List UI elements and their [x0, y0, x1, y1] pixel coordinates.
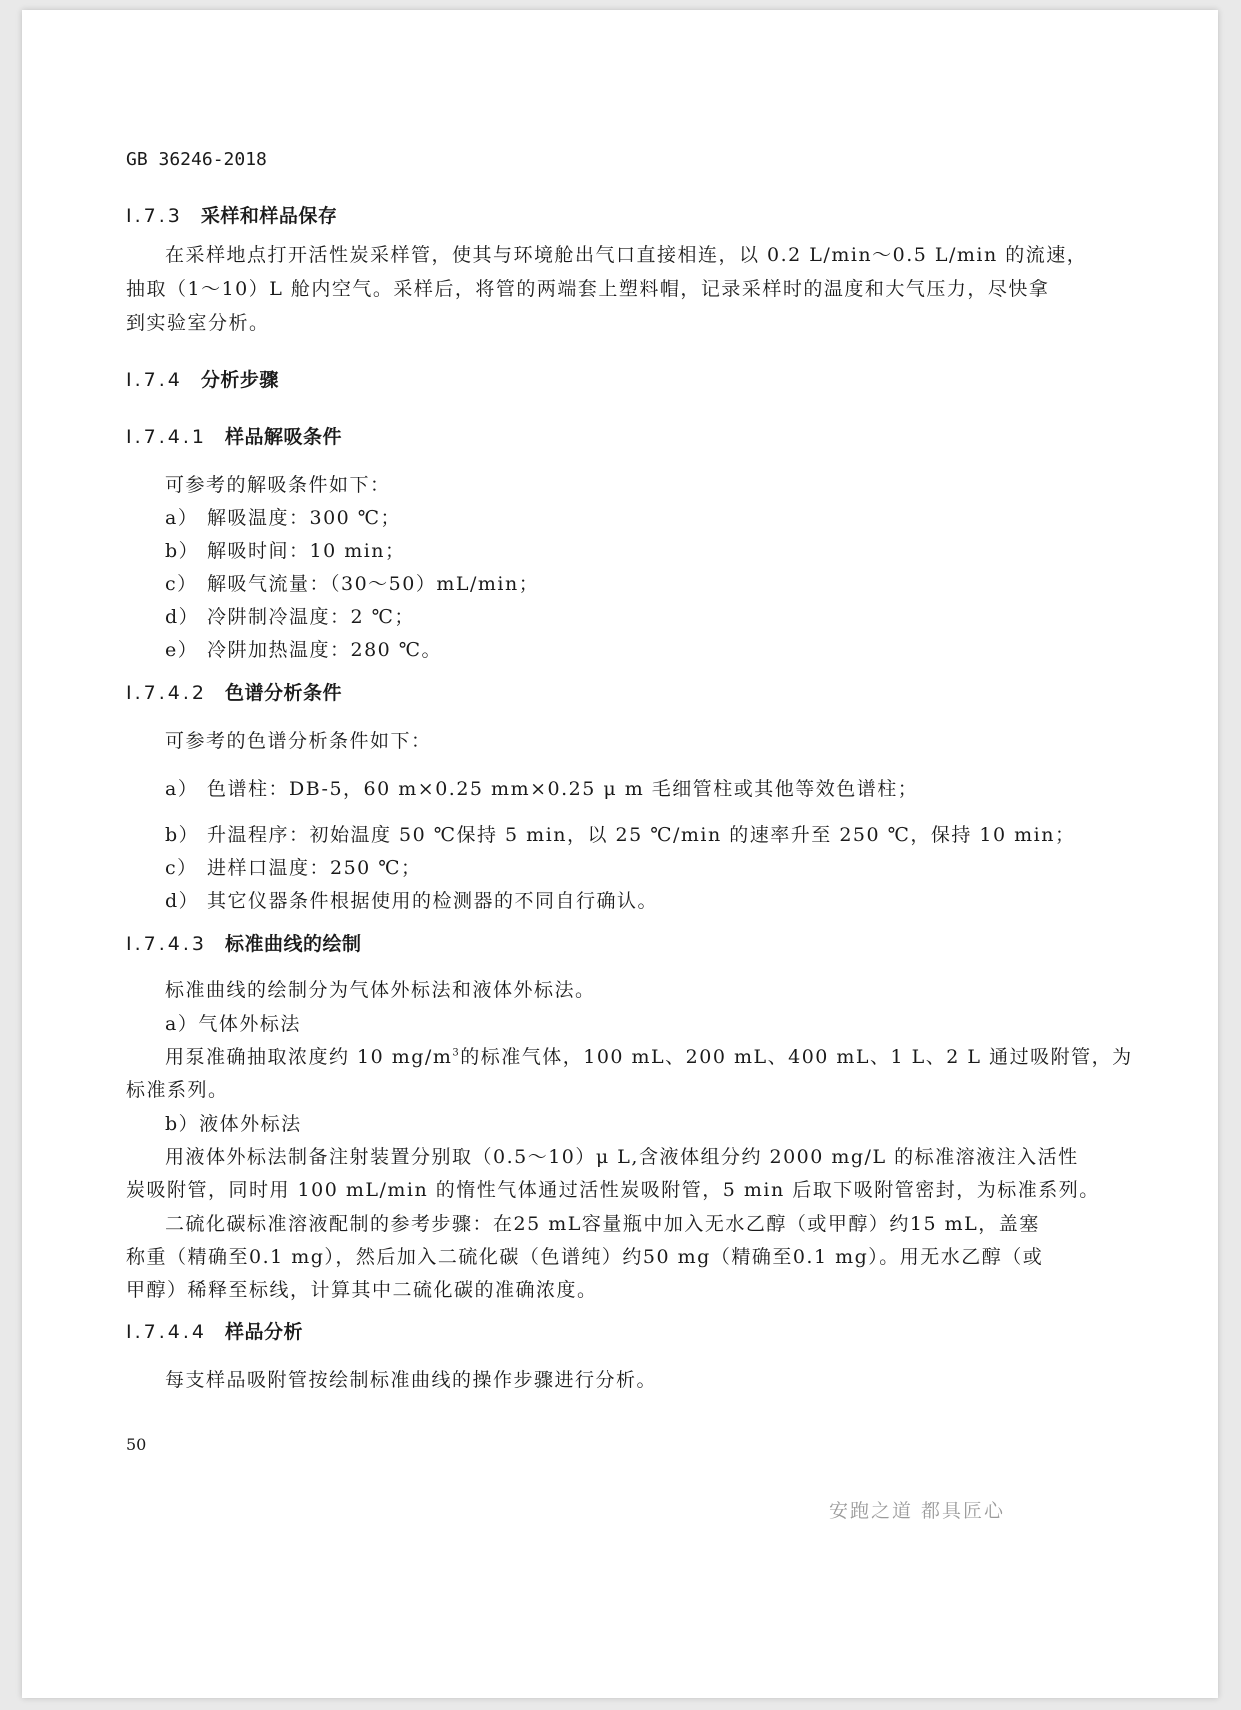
- list-item: [165, 774, 918, 801]
- list-text: 其它仪器条件根据使用的检测器的不同自行确认。: [207, 890, 659, 912]
- text-fragment: 的标准气体，100 mL、200 mL、400 mL、1 L、2 L 通过吸附管，为: [460, 1046, 1133, 1068]
- list-marker: a）: [165, 778, 199, 800]
- section-number: I.7.4: [126, 369, 183, 391]
- list-marker: d）: [165, 606, 200, 628]
- section-title: 采样和样品保存: [200, 205, 338, 227]
- document-page: [22, 10, 1218, 1698]
- section-heading-i-7-4-3: [126, 929, 362, 956]
- list-marker: c）: [165, 857, 198, 879]
- section-heading-i-7-4: [126, 365, 279, 392]
- section-title: 样品解吸条件: [225, 426, 343, 448]
- list-item: [165, 602, 415, 629]
- paragraph-line: [165, 1042, 1133, 1069]
- section-number: I.7.4.3: [126, 933, 207, 955]
- superscript: 3: [452, 1047, 461, 1059]
- section-title: 分析步骤: [200, 369, 279, 391]
- list-item: [165, 820, 1075, 847]
- paragraph-line: 抽取（1～10）L 舱内空气。采样后，将管的两端套上塑料帽，记录采样时的温度和大气压力，尽快拿: [126, 278, 1050, 300]
- list-item: [165, 536, 406, 563]
- list-marker: b）: [165, 824, 200, 846]
- list-text: 进样口温度：250 ℃；: [207, 857, 422, 879]
- paragraph-line: 到实验室分析。: [126, 312, 270, 334]
- paragraph-line: 标准系列。: [126, 1079, 229, 1101]
- paragraph-line: 炭吸附管，同时用 100 mL/min 的惰性气体通过活性炭吸附管，5 min 后取下吸附管密封，为标准系列。: [126, 1179, 1100, 1201]
- list-text: 冷阱制冷温度：2 ℃；: [207, 606, 415, 628]
- section-heading-i-7-3: [126, 201, 337, 228]
- footer-slogan: 安跑之道 都具匠心: [829, 1500, 1006, 1522]
- section-title: 样品分析: [225, 1321, 304, 1343]
- section-title: 标准曲线的绘制: [225, 933, 362, 955]
- list-text: 解吸时间：10 min；: [207, 540, 406, 562]
- section-heading-i-7-4-1: [126, 422, 342, 449]
- list-text: 解吸气流量：（30～50）mL/min；: [207, 573, 540, 595]
- text-fragment: 用泵准确抽取浓度约 10 mg/m: [165, 1046, 453, 1068]
- list-item: [165, 886, 658, 913]
- list-marker: d）: [165, 890, 200, 912]
- list-text: 升温程序：初始温度 50 ℃保持 5 min，以 25 ℃/min 的速率升至 250 ℃，保持 10 min；: [207, 824, 1076, 846]
- paragraph-line: 每支样品吸附管按绘制标准曲线的操作步骤进行分析。: [165, 1369, 658, 1391]
- paragraph-line: 甲醇）稀释至标线，计算其中二硫化碳的准确浓度。: [126, 1279, 598, 1301]
- paragraph-line: 可参考的色谱分析条件如下：: [165, 730, 432, 752]
- paragraph-line: 标准曲线的绘制分为气体外标法和液体外标法。: [165, 979, 596, 1001]
- list-marker: e）: [165, 639, 199, 661]
- list-item: [165, 503, 401, 530]
- list-item: [165, 853, 422, 880]
- paragraph-line: 在采样地点打开活性炭采样管，使其与环境舱出气口直接相连，以 0.2 L/min～0.5 L/min 的流速，: [165, 244, 1088, 266]
- list-text: 色谱柱：DB-5，60 m×0.25 mm×0.25 μ m 毛细管柱或其他等效色谱柱；: [207, 778, 919, 800]
- list-marker: a）: [165, 507, 199, 529]
- paragraph-line: 称重（精确至0.1 mg），然后加入二硫化碳（色谱纯）约50 mg（精确至0.1 mg）。用无水乙醇（或: [126, 1246, 1044, 1268]
- section-number: I.7.4.4: [126, 1321, 207, 1343]
- section-number: I.7.3: [126, 205, 183, 227]
- section-heading-i-7-4-4: [126, 1317, 303, 1344]
- list-marker: c）: [165, 573, 198, 595]
- section-heading-i-7-4-2: [126, 678, 342, 705]
- list-text: 冷阱加热温度：280 ℃。: [207, 639, 443, 661]
- section-number: I.7.4.2: [126, 682, 207, 704]
- paragraph-line: 可参考的解吸条件如下：: [165, 474, 391, 496]
- paragraph-line: 二硫化碳标准溶液配制的参考步骤：在25 mL容量瓶中加入无水乙醇（或甲醇）约15 mL，盖塞: [165, 1213, 1040, 1235]
- section-title: 色谱分析条件: [225, 682, 343, 704]
- list-item: [165, 569, 539, 596]
- list-marker: b）: [165, 540, 200, 562]
- paragraph-line: 用液体外标法制备注射装置分别取（0.5～10）μ L,含液体组分约 2000 mg/L 的标准溶液注入活性: [165, 1146, 1079, 1168]
- list-item: [165, 635, 442, 662]
- standard-id: GB 36246-2018: [126, 149, 267, 170]
- subsection-title: b）液体外标法: [165, 1113, 302, 1135]
- page-number: 50: [126, 1435, 147, 1454]
- subsection-title: a）气体外标法: [165, 1013, 301, 1035]
- list-text: 解吸温度：300 ℃；: [207, 507, 402, 529]
- section-number: I.7.4.1: [126, 426, 207, 448]
